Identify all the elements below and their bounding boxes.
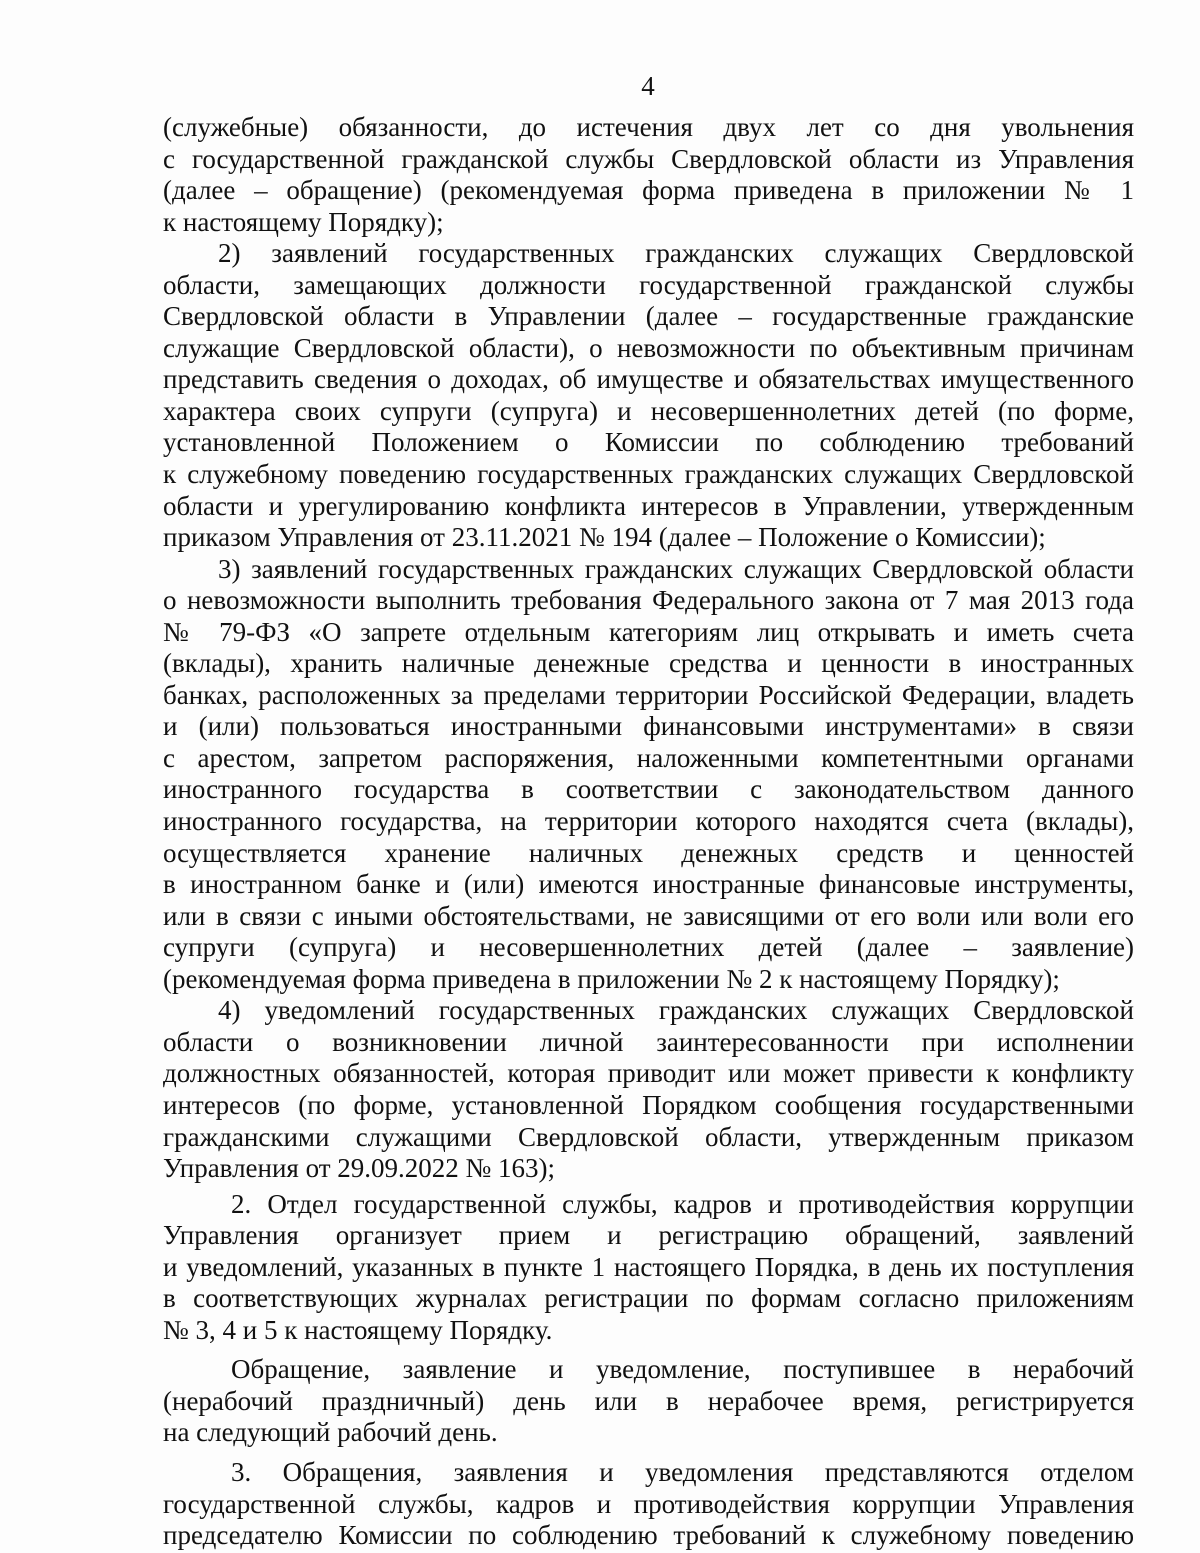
text-line: иностранного государства, на территории которого находятся счета (вклады),: [163, 806, 1134, 837]
text-line: 4) уведомлений государственных гражданских служащих Свердловской: [218, 995, 1134, 1026]
text-line: приказом Управления от 23.11.2021 № 194 (далее – Положение о Комиссии);: [163, 522, 1046, 553]
text-line: осуществляется хранение наличных денежных средств и ценностей: [163, 837, 1134, 868]
text-line: 3) заявлений государственных гражданских служащих Свердловской области: [218, 553, 1134, 584]
text-line: Свердловской области в Управлении (далее – государственные гражданские: [163, 301, 1134, 332]
text-line: интересов (по форме, установленной Порядком сообщения государственными: [163, 1089, 1134, 1120]
text-line: председателю Комиссии по соблюдению требований к служебному поведению: [163, 1520, 1134, 1551]
text-line: служащие Свердловской области), о невозможности по объективным причинам: [163, 332, 1134, 363]
text-line: (вклады), хранить наличные денежные средства и ценности в иностранных: [163, 648, 1134, 679]
text-line: к служебному поведению государственных гражданских служащих Свердловской: [163, 459, 1134, 490]
text-line: и (или) пользоваться иностранными финансовыми инструментами» в связи: [163, 711, 1134, 742]
text-line: (далее – обращение) (рекомендуемая форма приведена в приложении № 1: [163, 175, 1134, 206]
text-line: в соответствующих журналах регистрации по формам согласно приложениям: [163, 1283, 1134, 1314]
text-line: Управления от 29.09.2022 № 163);: [163, 1153, 556, 1184]
text-line: супруги (супруга) и несовершеннолетних детей (далее – заявление): [163, 932, 1134, 963]
text-line: банках, расположенных за пределами территории Российской Федерации, владеть: [163, 679, 1134, 710]
text-line: с арестом, запретом распоряжения, наложенными компетентными органами: [163, 742, 1134, 773]
text-line: государственной службы, кадров и противодействия коррупции Управления: [163, 1488, 1134, 1519]
text-line: 2. Отдел государственной службы, кадров и противодействия коррупции: [231, 1188, 1134, 1219]
text-line: гражданскими служащими Свердловской области, утвержденным приказом: [163, 1121, 1134, 1152]
text-line: Управления организует прием и регистрацию обращений, заявлений: [163, 1220, 1134, 1251]
text-line: установленной Положением о Комиссии по соблюдению требований: [163, 427, 1134, 458]
text-line: области о возникновении личной заинтересованности при исполнении: [163, 1026, 1134, 1057]
text-line: на следующий рабочий день.: [163, 1417, 498, 1448]
text-line: Обращение, заявление и уведомление, поступившее в нерабочий: [231, 1354, 1134, 1385]
text-line: и уведомлений, указанных в пункте 1 настоящего Порядка, в день их поступления: [163, 1251, 1134, 1282]
text-line: о невозможности выполнить требования Федерального закона от 7 мая 2013 года: [163, 585, 1134, 616]
text-line: области, замещающих должности государственной гражданской службы: [163, 269, 1134, 300]
page-number: 4: [641, 71, 655, 101]
text-line: представить сведения о доходах, об имуществе и обязательствах имущественного: [163, 364, 1134, 395]
text-line: (рекомендуемая форма приведена в приложении № 2 к настоящему Порядку);: [163, 963, 1060, 994]
text-line: к настоящему Порядку);: [163, 206, 444, 237]
text-line: 3. Обращения, заявления и уведомления представляются отделом: [231, 1456, 1134, 1487]
text-line: 2) заявлений государственных гражданских служащих Свердловской: [218, 238, 1134, 269]
text-line: иностранного государства в соответствии с законодательством данного: [163, 774, 1134, 805]
text-line: с государственной гражданской службы Свердловской области из Управления: [163, 143, 1134, 174]
text-line: или в связи с иными обстоятельствами, не зависящими от его воли или воли его: [163, 900, 1134, 931]
text-line: (служебные) обязанности, до истечения двух лет со дня увольнения: [163, 112, 1134, 142]
text-line: в иностранном банке и (или) имеются иностранные финансовые инструменты,: [163, 869, 1134, 900]
text-line: характера своих супруги (супруга) и несовершеннолетних детей (по форме,: [163, 395, 1134, 426]
text-line: № 79-ФЗ «О запрете отдельным категориям лиц открывать и иметь счета: [163, 616, 1134, 647]
text-line: (нерабочий праздничный) день или в нерабочее время, регистрируется: [163, 1385, 1134, 1416]
document-body: [163, 112, 1134, 1552]
text-line: № 3, 4 и 5 к настоящему Порядку.: [163, 1314, 553, 1345]
text-line: должностных обязанностей, которая приводит или может привести к конфликту: [163, 1058, 1134, 1089]
text-line: области и урегулированию конфликта интересов в Управлении, утвержденным: [163, 490, 1134, 521]
